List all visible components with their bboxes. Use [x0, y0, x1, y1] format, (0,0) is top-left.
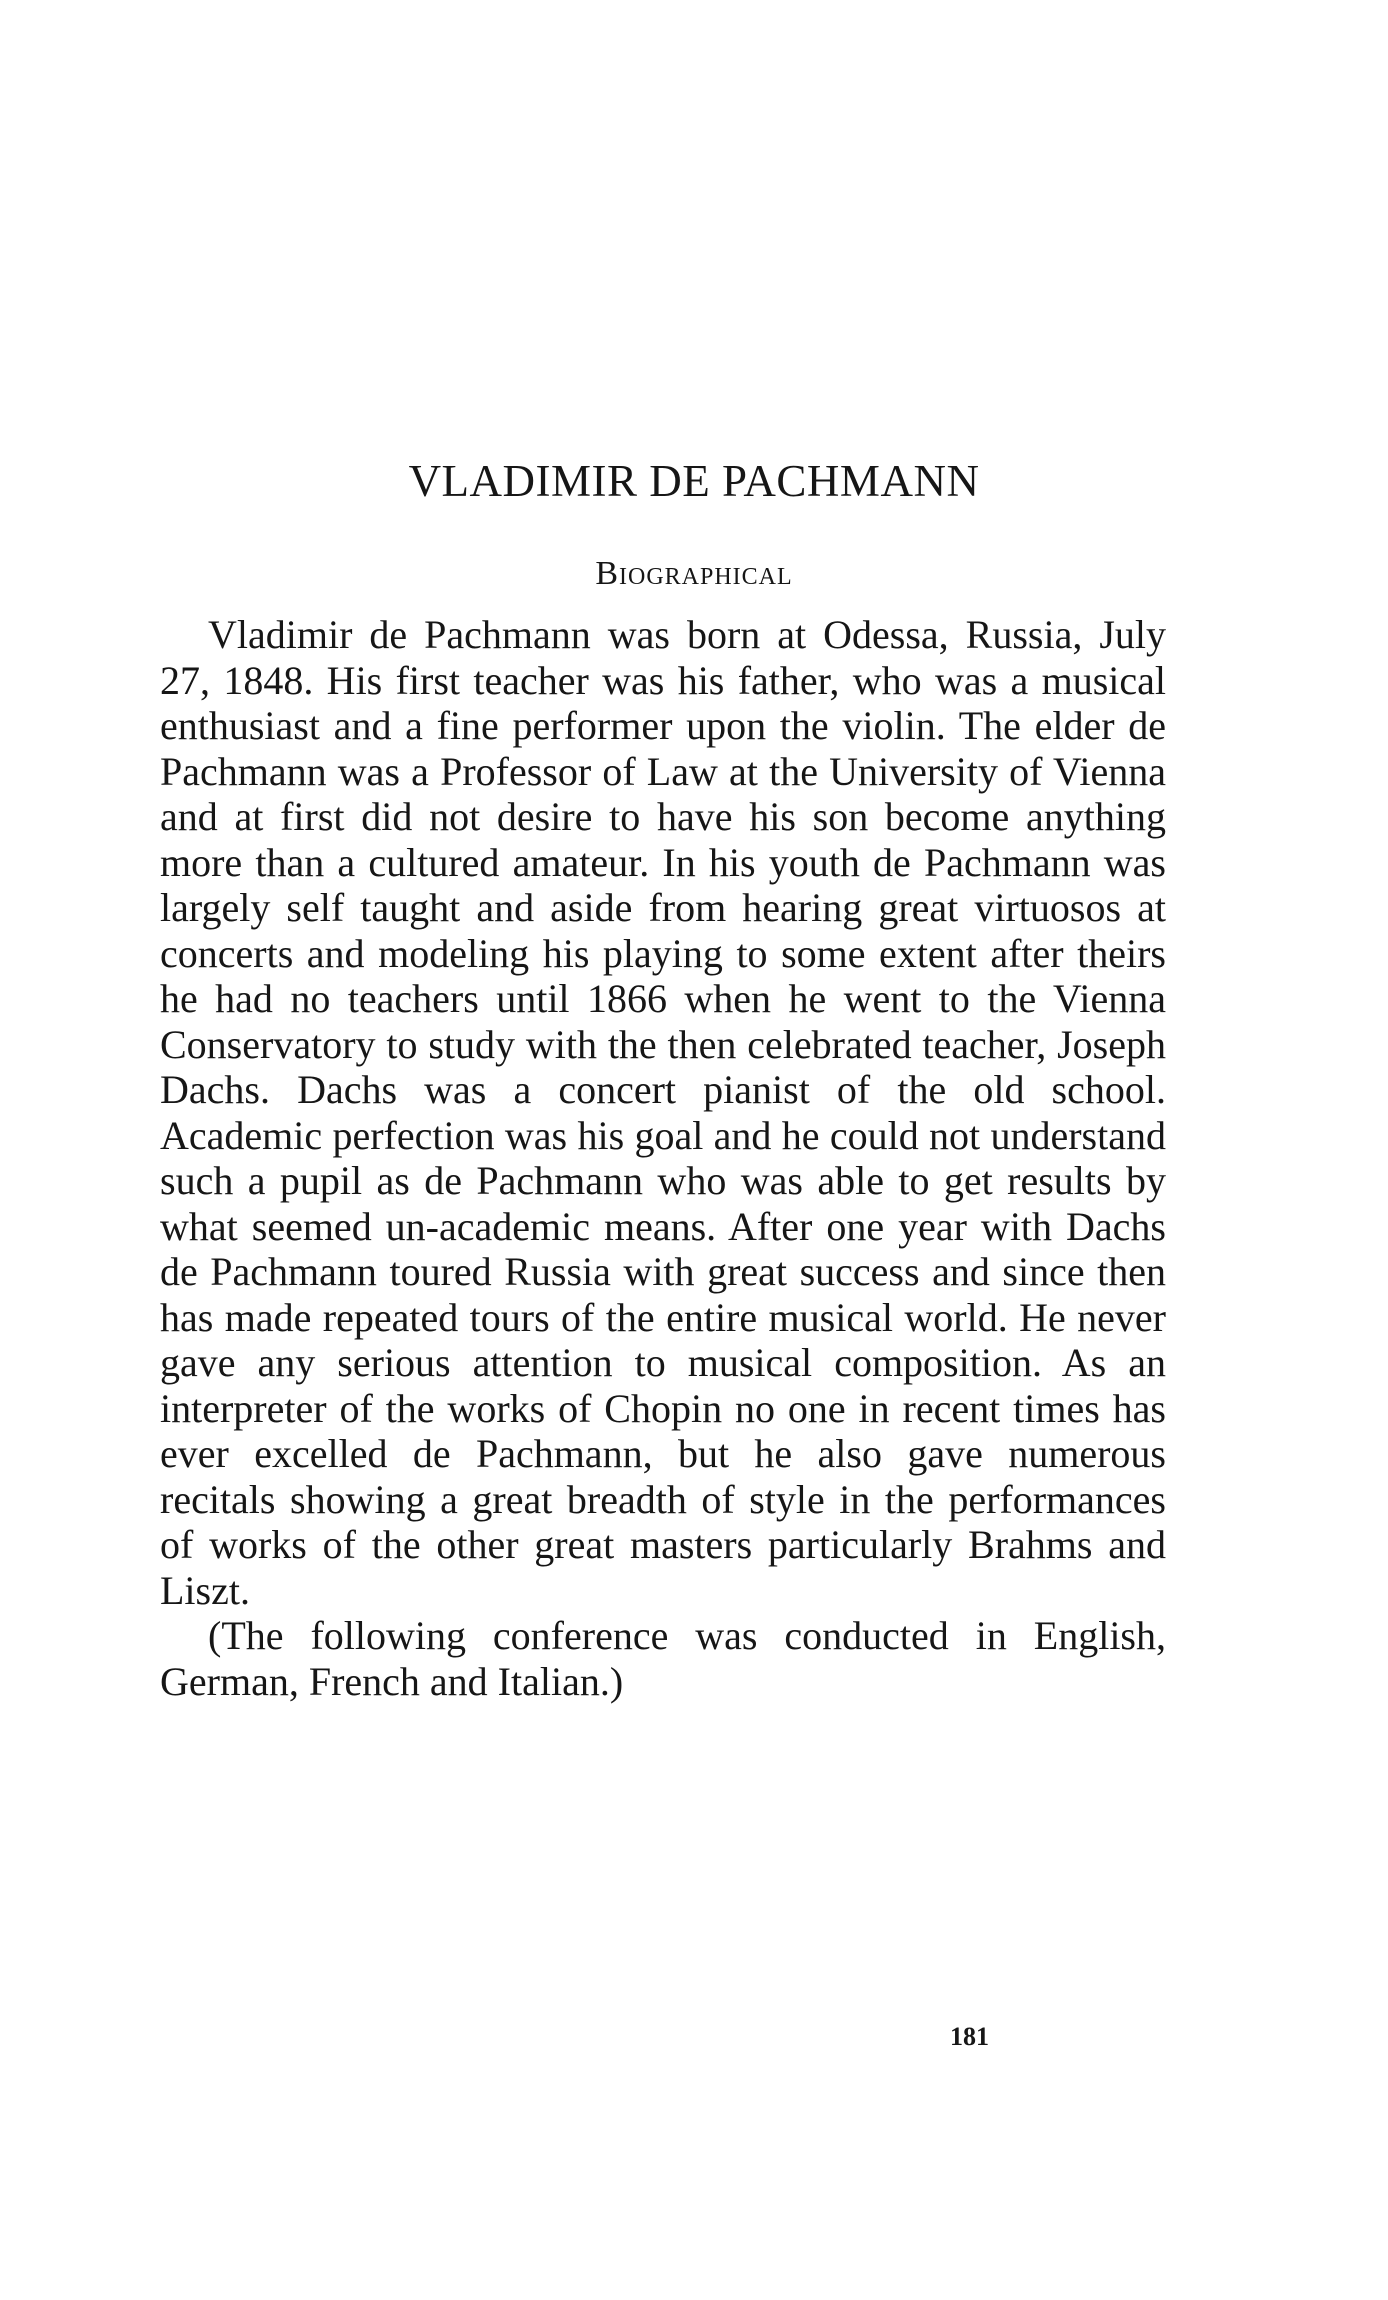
page-number: 181 [950, 2022, 989, 2051]
paragraph-conference-note: (The following conference was conducted in English, German, French and Italian.) [160, 1613, 1166, 1704]
body-text [160, 612, 1166, 1704]
paragraph-biography: Vladimir de Pachmann was born at Odessa, Russia, July 27, 1848. His first teacher was his father, who was a musical enthusiast and a fine performer upon the violin. The elder de Pachmann was a Professor of Law at the University of Vienna and at first did not desire to have his son become anything more than a cultured amateur. In his youth de Pachmann was largely self taught and aside from hearing great virtuosos at concerts and modeling his playing to some extent after theirs he had no teachers until 1866 when he went to the Vienna Conservatory to study with the then celebrated teacher, Joseph Dachs. Dachs was a concert pianist of the old school. Academic perfection was his goal and he could not understand such a pupil as de Pachmann who was able to get results by what seemed un-academic means. After one year with Dachs de Pachmann toured Russia with great success and since then has made repeated tours of the entire musical world. He never gave any serious attention to musical composition. As an interpreter of the works of Chopin no one in recent times has ever excelled de Pachmann, but he also gave numerous recitals showing a great breadth of style in the performances of works of the other great masters particularly Brahms and Liszt. [160, 612, 1166, 1613]
page-title: VLADIMIR DE PACHMANN [408, 456, 980, 506]
section-subtitle: Biographical [595, 555, 793, 592]
